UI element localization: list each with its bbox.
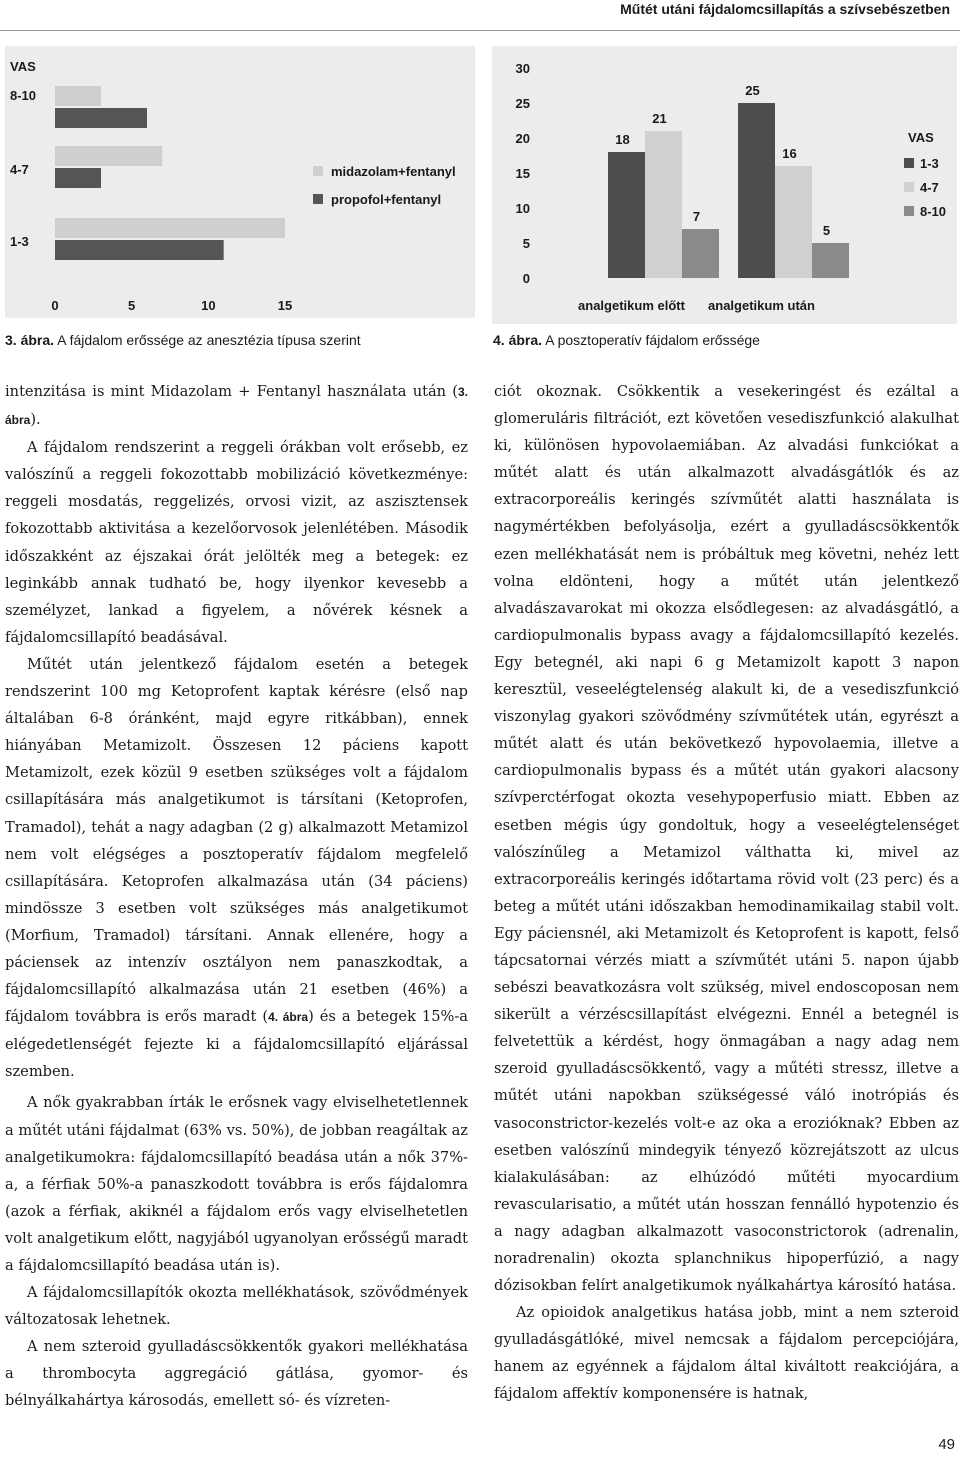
legend-swatch-1-3 (904, 158, 914, 168)
paragraph: A fájdalom rendszerint a reggeli órákban volt erősebb, ez valószínű a reggeli fokozottabb mobilizáció következménye: reggeli mosdatás, reggelizés, orvosi vizit, az aszisztensek fokozottabb aktivitása a kezelőorvosok jelenlétében. Második időszakként az éjszakai órát jelölték meg a betegek: ez leginkább annak tudható be, hogy ilyenkor kevesebb a személyzet, lankad a figyelem, a nővérek késnek a fájdalomcsillapító beadásával. (5, 439, 468, 646)
figure-reference: 4. ábra (268, 1010, 309, 1025)
figure-4-caption-text: A posztoperatív fájdalom erőssége (542, 332, 760, 348)
bar-midazolam+fentanyl-4-7 (55, 146, 162, 166)
legend-swatch-4-7 (904, 182, 914, 192)
bar-8-10-0 (682, 229, 719, 278)
y-tick-label: 20 (515, 131, 530, 146)
bar-4-7-0 (645, 131, 682, 278)
paragraph: A nem szteroid gyulladáscsökkentők gyakori mellékhatása a thrombocyta aggregáció gátlása, gyomor- és bélnyálkahártya károsodás, emellett só- és vízreten- (5, 1338, 468, 1410)
bar-propofol+fentanyl-1-3 (55, 240, 224, 260)
y-tick-label: 1-3 (10, 234, 29, 249)
bar-4-7-1 (775, 166, 812, 278)
bar-8-10-1 (812, 243, 849, 278)
figure-4-caption-number: 4. ábra. (493, 332, 543, 348)
paragraph: A nők gyakrabban írták le erősnek vagy elviselhetetlennek a műtét utáni fájdalmat (63% vs. 50%), de jobban reagáltak az analgetikumokra: fájdalomcsillapító beadása után a nők 37%-a, a férfiak 50%-a panaszkodott továbbra is erős fájdalomra (azok a férfiak, akiknél a fájdalom erős vagy elviselhetetlen volt analgetikum előtt, nagyjából ugyanolyan erősségű maradt a fájdalomcsillapító beadása után is). (5, 1094, 468, 1274)
legend-label-propofol+fentanyl: propofol+fentanyl (331, 192, 442, 207)
bar-propofol+fentanyl-8-10 (55, 108, 147, 128)
x-tick-label: 10 (201, 298, 216, 313)
y-tick-label: 25 (515, 96, 530, 111)
paragraph-text: Műtét után jelentkező fájdalom esetén a betegek rendszerint 100 mg Ketoprofent kaptak kérésre (első nap általában 6-8 óránként, majd egyre ritkábban), ennek hiányában Metamizolt. Összesen 12 páciens kapott Metamizolt, ezek közül 9 esetben szükséges volt a fájdalom csillapítására más analgetikumot is társítani (Ketoprofen, Tramadol), tehát a nagy adagban (2 g) alkalmazott Metamizol nem volt elégséges a posztoperatív fájdalom megfelelő csillapítására. Ketoprofen alkalmazása után (34 páciens) mindössze 3 esetben volt szükséges más analgetikumot (Morfium, Tramadol) társítani. Annak ellenére, hogy a páciensek az intenzív osztályon nem panaszkodtak, a fájdalomcsillapító alkalmazása után 21 esetben (46%) a fájdalom továbbra is erős maradt ( (5, 655, 468, 1026)
header-rule (0, 30, 960, 31)
figure-3-chart (5, 46, 475, 318)
figure-4-chart (492, 46, 957, 324)
figure-3-caption (5, 331, 361, 349)
figure-4-svg (492, 46, 957, 324)
x-tick-label: analgetikum előtt (578, 298, 685, 313)
y-tick-label: 0 (522, 271, 530, 286)
legend-label-1-3: 1-3 (920, 156, 939, 171)
data-label: 25 (745, 83, 760, 98)
paragraph (5, 378, 468, 434)
figure-4-caption (493, 331, 760, 349)
figure-3-svg (5, 46, 475, 318)
bar-midazolam+fentanyl-8-10 (55, 86, 101, 106)
y-axis-title: VAS (10, 59, 36, 74)
bar-1-3-0 (608, 152, 645, 278)
paragraph: A fájdalomcsillapítók okozta mellékhatások, szövődmények változatosak lehetnek. (5, 1284, 468, 1329)
x-tick-label: analgetikum után (708, 298, 815, 313)
y-tick-label: 10 (515, 201, 530, 216)
legend-title: VAS (908, 130, 934, 145)
data-label: 18 (615, 132, 630, 147)
bar-1-3-1 (738, 103, 775, 278)
right-column (494, 378, 959, 1408)
paragraph-text: intenzitása is mint Midazolam + Fentanyl használata után ( (5, 383, 458, 400)
paragraph-text: ). (30, 411, 41, 429)
legend-label-8-10: 8-10 (920, 204, 947, 219)
figure-3-caption-number: 3. ábra. (5, 332, 55, 348)
legend-swatch-midazolam+fentanyl (313, 166, 323, 176)
bar-propofol+fentanyl-4-7 (55, 168, 101, 188)
data-label: 7 (692, 209, 701, 224)
data-label: 16 (782, 146, 797, 161)
paragraph-text: ) és a betegek 15%-a elégedetlenségét fejezte ki a fájdalomcsillapító eljárással szemben. (5, 1008, 468, 1081)
x-tick-label: 0 (51, 298, 59, 313)
figure-3-caption-text: A fájdalom erőssége az anesztézia típusa szerint (54, 332, 361, 348)
x-tick-label: 15 (277, 298, 293, 313)
y-tick-label: 8-10 (10, 88, 37, 103)
figure-reference: 3. ábra (5, 385, 468, 428)
y-tick-label: 4-7 (10, 162, 29, 177)
left-column (5, 378, 468, 1415)
legend-swatch-8-10 (904, 206, 914, 216)
y-tick-label: 30 (515, 61, 530, 76)
paragraph (5, 651, 468, 1086)
paragraph: ciót okoznak. Csökkentik a vesekeringést és ezáltal a glomeruláris filtrációt, ezt követően vesediszfunkció alakulhat ki, különösen hypovolaemiában. Az alvadási funkciókat a műtét alatt és után alkalmazott alvadásgátlók és az extracorporeális keringés szívműtét alatti használata is nagymértékben befolyásolja, ezért a gyulladáscsökkentők ezen mellékhatását nem is próbáltuk meg követni, nehéz lett volna eldönteni, hogy a műtét után jelentkező alvadászavarokat mi okozza elsődlegesen: az alvadásgátló, a cardiopulmonalis bypass avagy a fájdalomcsillapító kezelés. Egy betegnél, aki napi 6 g Metamizolt kapott 3 napon keresztül, veseelégtelenség alakult ki, de a vesediszfunkció viszonylag gyakori szövődmény szívműtétek után, egyrészt a műtét alatt és után bekövetkező hypovolaemia, illetve a cardiopulmonalis bypass és a műtét után gyakori alacsony szívperctérfogat okozta vesehypoperfusio miatt. Ebben az esetben mégis úgy gondoltuk, hogy a veseelégtelenséget valószínűleg a Metamizol válthatta ki, mivel az extracorporeális keringés időtartama rövid volt (23 perc) és a beteg a műtét utáni időszakban hemodinamikailag stabil volt. Egy páciensnél, aki Metamizolt és Ketoprofent is kapott, felső tápcsatornai vérzés miatt a szívműtét utáni 5. napon újabb sebészi beavatkozásra volt szükség, mivel endoscoposan nem sikerült a vérzéscsillapítást elvégezni. Ennél a betegnél is felvetettük a kérdést, hogy önmagában a nagy adag nem szeroid gyulladáscsökkentő, vagy a műtéti stressz, illetve a műtét utáni napokban szükségessé váló inotrópiás és vasoconstrictor-kezelés volt-e az oka a erozióknak? Ebben az esetben valószínű mindegyik tényező közrejátszott az ulcus kialakulásában: az elhúzódó műtéti myocardium revascularisatio, a műtét után hosszan fennálló hypotenzio és a nagy adagban alkalmazott vasoconstrictorok (adrenalin, noradrenalin) okozta splanchnikus hipoperfúzió, a nagy dózisokban felírt analgetikumok nyálkahártya károsító hatása. (494, 383, 959, 1295)
data-label: 5 (822, 223, 831, 238)
legend-swatch-propofol+fentanyl (313, 194, 323, 204)
y-tick-label: 15 (515, 166, 530, 181)
page-number: 49 (938, 1436, 955, 1453)
data-label: 21 (652, 111, 667, 126)
legend-label-4-7: 4-7 (920, 180, 939, 195)
paragraph: Az opioidok analgetikus hatása jobb, mint a nem szteroid gyulladásgátlóké, mivel nemcsak a fájdalom percepciójára, hanem az egyénnek a fájdalom által kiváltott reakciójára, a fájdalom affektív komponensére is hatnak, (494, 1304, 959, 1403)
x-tick-label: 5 (128, 298, 136, 313)
running-head: Műtét utáni fájdalomcsillapítás a szívsebészetben (620, 1, 950, 17)
legend-label-midazolam+fentanyl: midazolam+fentanyl (331, 164, 456, 179)
y-tick-label: 5 (522, 236, 530, 251)
bar-midazolam+fentanyl-1-3 (55, 218, 285, 238)
